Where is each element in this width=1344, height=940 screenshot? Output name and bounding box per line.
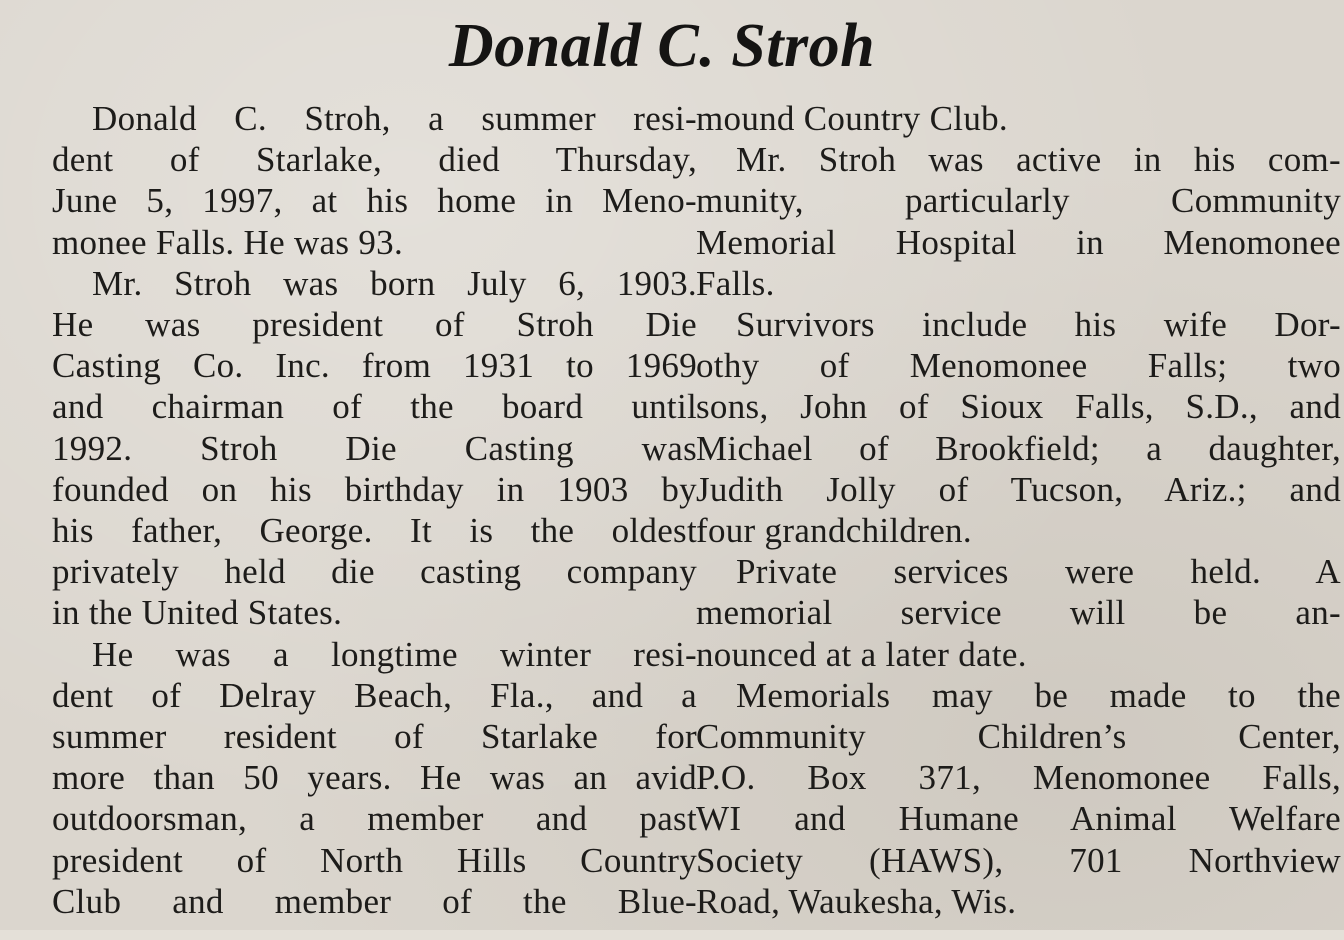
text-line: monee Falls. He was 93. <box>52 222 404 262</box>
text-line: memorial service will be an- <box>696 593 1341 633</box>
text-line: nounced at a later date. <box>696 634 1027 674</box>
text-line: his father, George. It is the oldest <box>52 511 697 551</box>
text-line: sons, John of Sioux Falls, S.D., and <box>696 387 1341 427</box>
text-line: Community Children’s Center, <box>696 717 1341 757</box>
text-line: P.O. Box 371, Menomonee Falls, <box>696 758 1341 798</box>
left-column <box>52 98 697 922</box>
text-line: Mr. Stroh was active in his com- <box>736 140 1341 180</box>
text-line: Road, Waukesha, Wis. <box>696 881 1017 921</box>
text-line: Mr. Stroh was born July 6, 1903. <box>92 263 697 303</box>
right-column <box>696 98 1341 922</box>
text-line: Falls. <box>696 263 775 303</box>
text-line: othy of Menomonee Falls; two <box>696 346 1341 386</box>
text-line: and chairman of the board until <box>52 387 697 427</box>
text-line: Judith Jolly of Tucson, Ariz.; and <box>696 469 1341 509</box>
text-line: June 5, 1997, at his home in Meno- <box>52 181 697 221</box>
text-line: Memorials may be made to the <box>736 675 1341 715</box>
text-line: dent of Delray Beach, Fla., and a <box>52 675 697 715</box>
text-line: mound Country Club. <box>696 99 1008 138</box>
text-line: 1992. Stroh Die Casting was <box>52 428 697 468</box>
text-line: Private services were held. A <box>736 552 1341 592</box>
text-line: Club and member of the Blue- <box>52 881 697 921</box>
text-line: more than 50 years. He was an avid <box>52 758 697 798</box>
text-line: Society (HAWS), 701 Northview <box>696 840 1341 880</box>
text-line: WI and Humane Animal Welfare <box>696 799 1341 839</box>
text-line: munity, particularly Community <box>696 181 1341 221</box>
text-line: He was president of Stroh Die <box>52 305 697 345</box>
text-line: outdoorsman, a member and past <box>52 799 697 839</box>
text-line: privately held die casting company <box>52 552 697 592</box>
text-line: in the United States. <box>52 593 343 633</box>
text-line: founded on his birthday in 1903 by <box>52 469 697 509</box>
text-line: Survivors include his wife Dor- <box>736 305 1341 345</box>
clipping-bottom-edge <box>0 930 1344 940</box>
text-line: Memorial Hospital in Menomonee <box>696 222 1341 262</box>
text-line: summer resident of Starlake for <box>52 717 697 757</box>
text-line: four grandchildren. <box>696 511 972 551</box>
text-line: dent of Starlake, died Thursday, <box>52 140 697 180</box>
text-line: He was a longtime winter resi- <box>92 634 697 674</box>
text-line: president of North Hills Country <box>52 840 697 880</box>
text-line: Michael of Brookfield; a daughter, <box>696 428 1341 468</box>
text-line: Donald C. Stroh, a summer resi- <box>92 99 697 138</box>
obituary-headline: Donald C. Stroh <box>448 12 876 80</box>
text-line: Casting Co. Inc. from 1931 to 1969 <box>52 346 697 386</box>
